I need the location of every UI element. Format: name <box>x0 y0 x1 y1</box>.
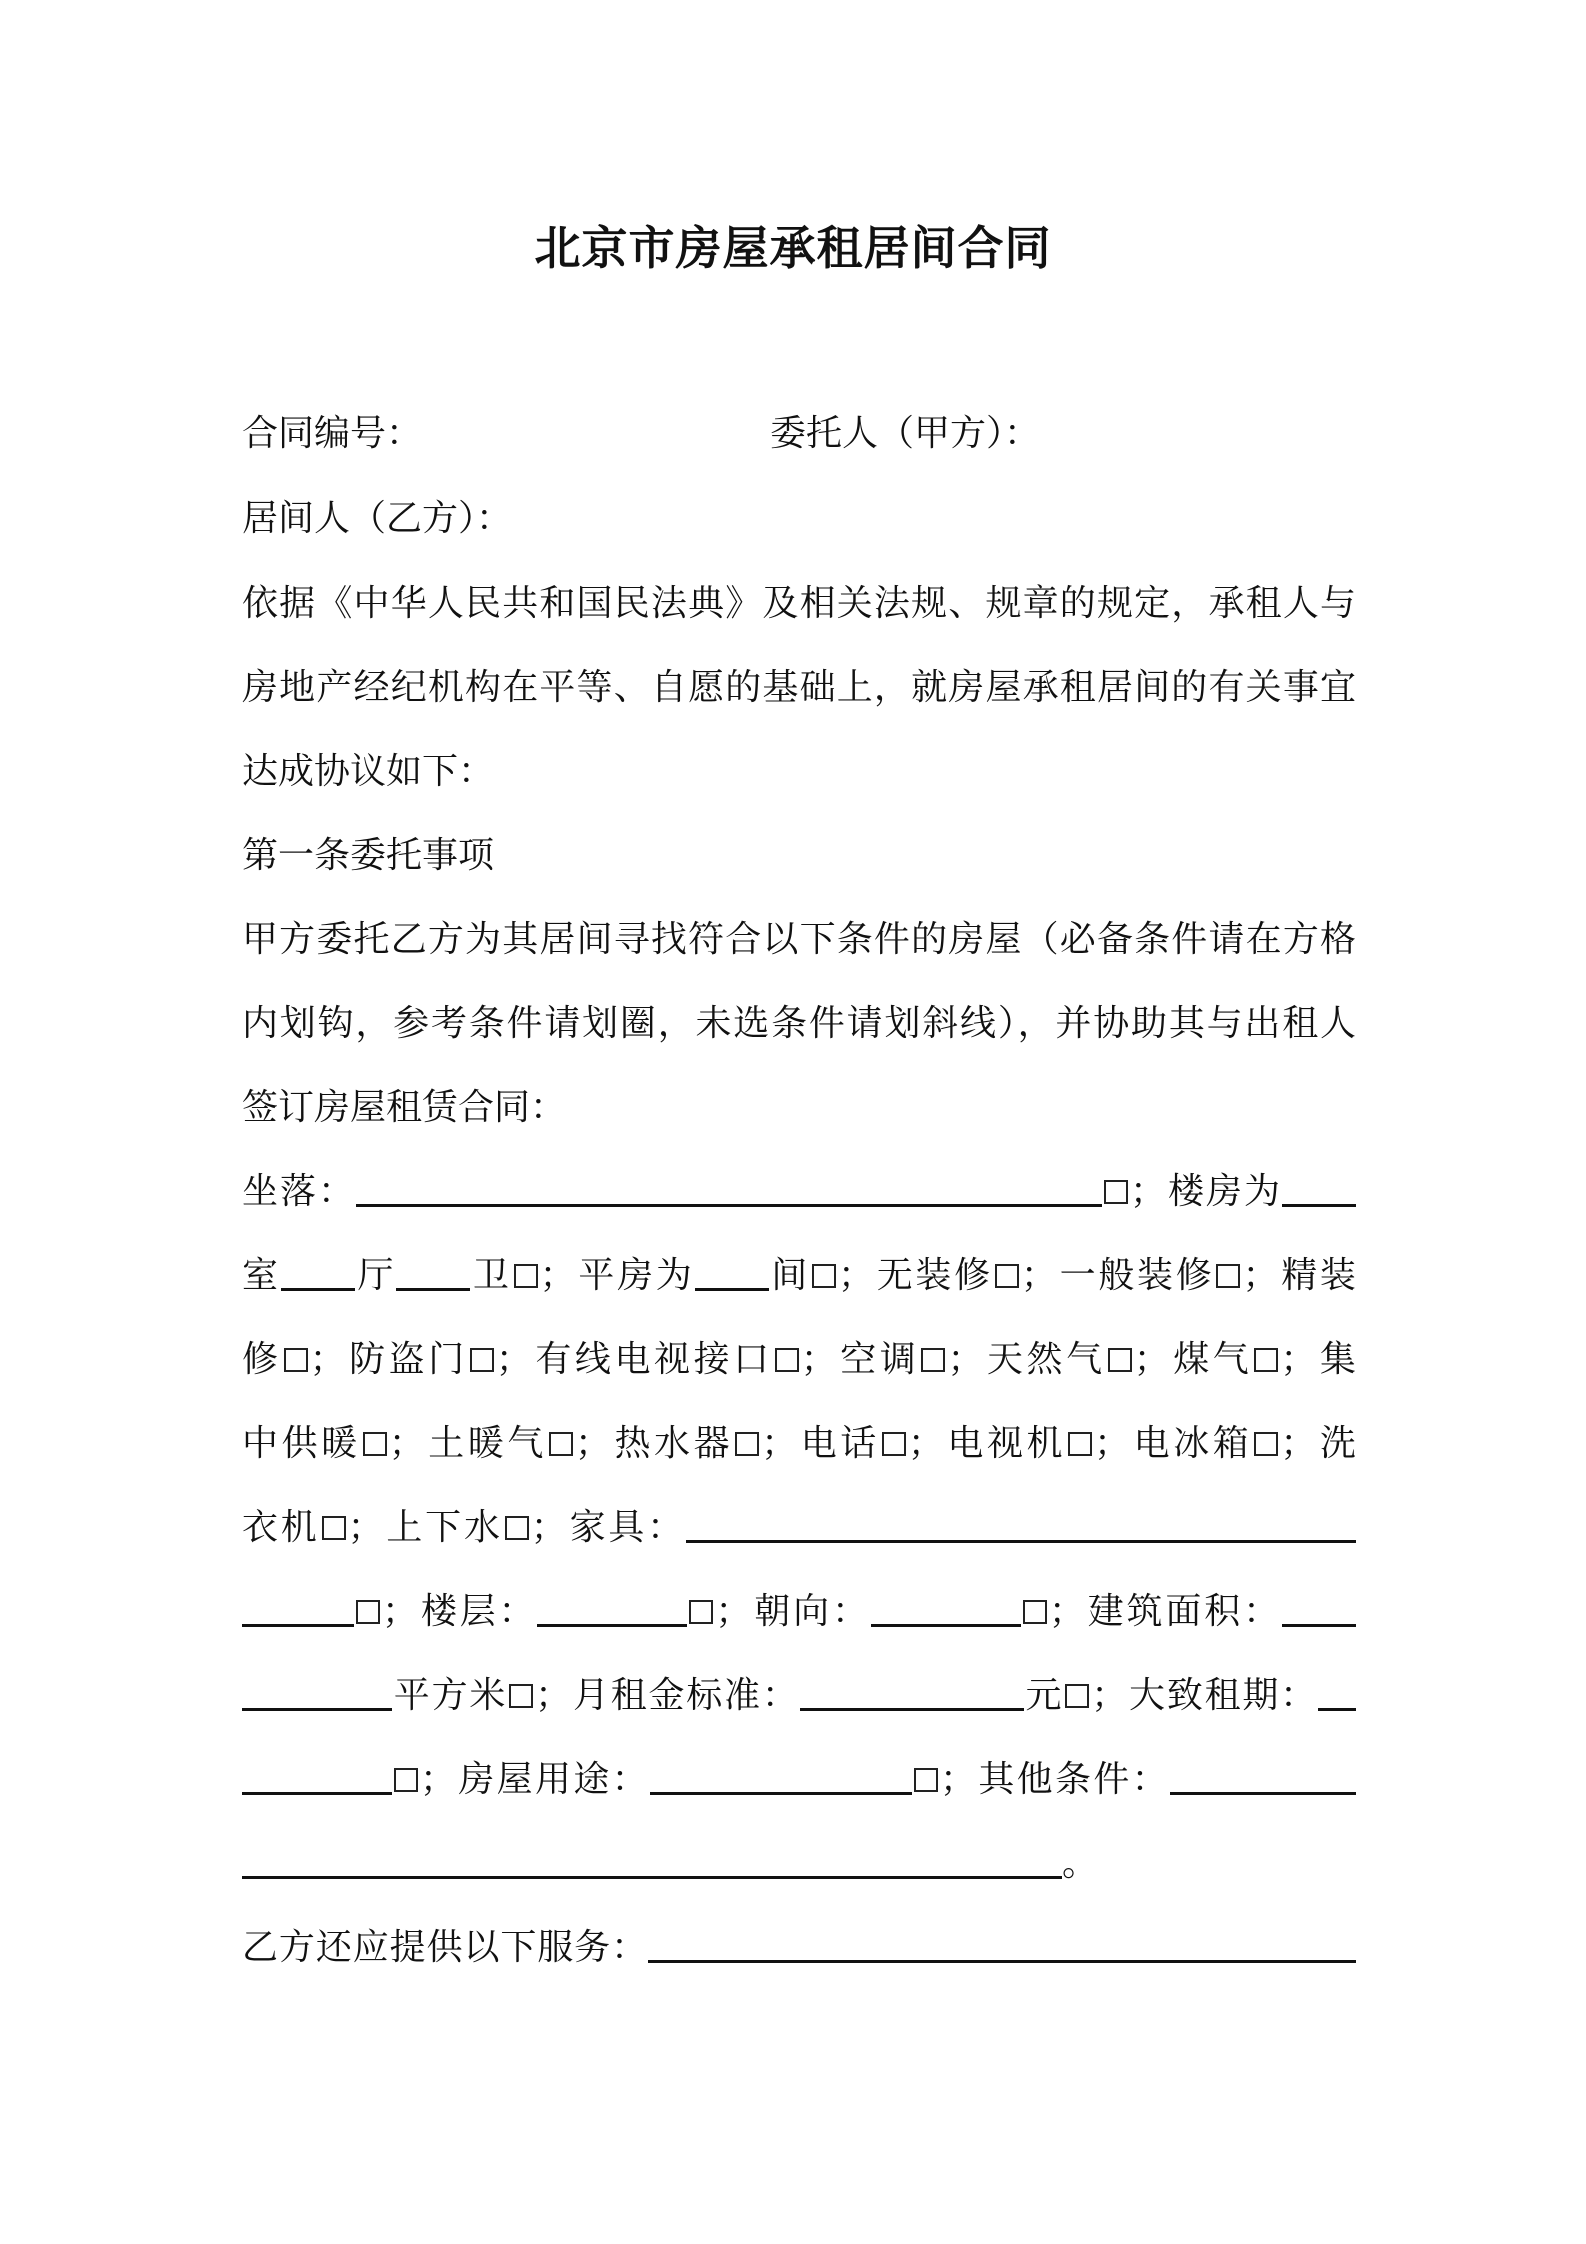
natural-gas-label: ；天然气 <box>947 1339 1106 1380</box>
article-1-intro-line-2: 内划钩，参考条件请划圈，未选条件请划斜线），并协助其与出租人 <box>242 1003 1356 1044</box>
building-rooms-blank[interactable] <box>1282 1174 1356 1207</box>
sqm-label: 平方米 <box>392 1675 508 1716</box>
security-door-label: ；防盗门 <box>309 1339 468 1380</box>
general-decor-label: ；一般装修 <box>1020 1255 1215 1296</box>
building-label: ；楼房为 <box>1130 1171 1282 1212</box>
form-line-7 <box>242 1674 1356 1718</box>
term-blank[interactable] <box>1318 1678 1356 1711</box>
location-label: 坐落： <box>242 1171 356 1212</box>
fine-decor-label-a: ；精装 <box>1242 1255 1356 1296</box>
location-blank[interactable] <box>356 1174 1102 1207</box>
coal-gas-checkbox[interactable] <box>1254 1348 1278 1372</box>
fridge-label: ；电冰箱 <box>1094 1423 1253 1464</box>
form-line-2 <box>242 1254 1356 1298</box>
services-line <box>242 1926 1356 1970</box>
orientation-blank[interactable] <box>871 1594 1021 1627</box>
phone-checkbox[interactable] <box>882 1432 906 1456</box>
rent-label: ；月租金标准： <box>535 1675 800 1716</box>
usage-blank[interactable] <box>650 1762 912 1795</box>
term-blank-continued[interactable] <box>242 1762 392 1795</box>
yuan-label: 元 <box>1023 1675 1064 1716</box>
tv-checkbox[interactable] <box>1068 1432 1092 1456</box>
bath-label: 卫 <box>470 1255 512 1296</box>
layout-checkbox[interactable] <box>514 1264 538 1288</box>
central-heat-label-a: ；集 <box>1280 1339 1356 1380</box>
plumbing-checkbox[interactable] <box>505 1516 529 1540</box>
article-1-heading: 第一条委托事项 <box>242 835 495 876</box>
preamble-line-2: 房地产经纪机构在平等、自愿的基础上，就房屋承租居间的有关事宜 <box>242 667 1356 708</box>
fridge-checkbox[interactable] <box>1254 1432 1278 1456</box>
tv-label: ；电视机 <box>907 1423 1067 1464</box>
floor-label: ；楼层： <box>382 1591 538 1632</box>
other-conditions-blank-continued[interactable] <box>242 1846 1062 1879</box>
bungalow-rooms-blank[interactable] <box>695 1258 769 1291</box>
washer-checkbox[interactable] <box>322 1516 346 1540</box>
services-label: 乙方还应提供以下服务： <box>242 1927 648 1968</box>
area-blank[interactable] <box>1282 1594 1356 1627</box>
usage-label: ；房屋用途： <box>420 1759 650 1800</box>
form-line-6 <box>242 1590 1356 1634</box>
floor-checkbox[interactable] <box>689 1600 713 1624</box>
natural-gas-checkbox[interactable] <box>1108 1348 1132 1372</box>
form-line-1 <box>242 1170 1356 1214</box>
form-line-9 <box>242 1842 1356 1886</box>
area-checkbox[interactable] <box>509 1684 533 1708</box>
aircon-checkbox[interactable] <box>921 1348 945 1372</box>
bungalow-label: ；平房为 <box>539 1255 695 1296</box>
furniture-blank-continued[interactable] <box>242 1594 354 1627</box>
article-1-intro-line-3: 签订房屋租赁合同： <box>242 1087 567 1128</box>
period-mark: 。 <box>1062 1843 1099 1884</box>
jian-label: 间 <box>768 1255 810 1296</box>
form-line-4 <box>242 1422 1356 1466</box>
floor-blank[interactable] <box>537 1594 687 1627</box>
local-heat-label: ；土暖气 <box>388 1423 547 1464</box>
document-title: 北京市房屋承租居间合同 <box>534 221 1052 275</box>
security-door-checkbox[interactable] <box>470 1348 494 1372</box>
broker-party-label: 居间人（乙方）： <box>242 498 513 539</box>
form-line-3 <box>242 1338 1356 1382</box>
rent-checkbox[interactable] <box>1065 1684 1089 1708</box>
location-checkbox[interactable] <box>1104 1180 1128 1204</box>
coal-gas-label: ；煤气 <box>1133 1339 1253 1380</box>
other-conditions-blank[interactable] <box>1170 1762 1356 1795</box>
term-label: ；大致租期： <box>1091 1675 1318 1716</box>
furniture-checkbox[interactable] <box>356 1600 380 1624</box>
form-line-5 <box>242 1506 1356 1550</box>
plumbing-label: ；上下水 <box>347 1507 503 1548</box>
orientation-label: ；朝向： <box>715 1591 871 1632</box>
preamble-line-1: 依据《中华人民共和国民法典》及相关法规、规章的规定，承租人与 <box>242 583 1356 624</box>
no-decor-label: ；无装修 <box>837 1255 993 1296</box>
term-checkbox[interactable] <box>394 1768 418 1792</box>
area-blank-continued[interactable] <box>242 1678 392 1711</box>
rent-blank[interactable] <box>800 1678 1024 1711</box>
cable-tv-checkbox[interactable] <box>775 1348 799 1372</box>
washer-label-a: ；洗 <box>1280 1423 1356 1464</box>
furniture-blank[interactable] <box>686 1510 1356 1543</box>
fine-decor-label-b: 修 <box>242 1339 282 1380</box>
furniture-label: ；家具： <box>530 1507 686 1548</box>
phone-label: ；电话 <box>761 1423 880 1464</box>
usage-checkbox[interactable] <box>914 1768 938 1792</box>
water-heater-checkbox[interactable] <box>735 1432 759 1456</box>
washer-label-b: 衣机 <box>242 1507 320 1548</box>
no-decor-checkbox[interactable] <box>995 1264 1019 1288</box>
hall-count-blank[interactable] <box>281 1258 355 1291</box>
article-1-intro-line-1: 甲方委托乙方为其居间寻找符合以下条件的房屋（必备条件请在方格 <box>242 919 1356 960</box>
other-label: ；其他条件： <box>940 1759 1170 1800</box>
room-label: 室 <box>242 1255 281 1296</box>
orientation-checkbox[interactable] <box>1023 1600 1047 1624</box>
central-heat-checkbox[interactable] <box>363 1432 387 1456</box>
water-heater-label: ；热水器 <box>574 1423 734 1464</box>
general-decor-checkbox[interactable] <box>1216 1264 1240 1288</box>
client-party-label: 委托人（甲方）： <box>770 413 1041 454</box>
services-blank[interactable] <box>648 1930 1356 1963</box>
bungalow-checkbox[interactable] <box>812 1264 836 1288</box>
bath-count-blank[interactable] <box>396 1258 470 1291</box>
area-label: ；建筑面积： <box>1048 1591 1282 1632</box>
contract-number-label: 合同编号： <box>242 413 423 454</box>
fine-decor-checkbox[interactable] <box>284 1348 308 1372</box>
cable-tv-label: ；有线电视接口 <box>495 1339 773 1380</box>
aircon-label: ；空调 <box>800 1339 920 1380</box>
form-line-8 <box>242 1758 1356 1802</box>
preamble-line-3: 达成协议如下： <box>242 751 495 792</box>
local-heat-checkbox[interactable] <box>549 1432 573 1456</box>
hall-label: 厅 <box>354 1255 397 1296</box>
central-heat-label-b: 中供暖 <box>242 1423 361 1464</box>
